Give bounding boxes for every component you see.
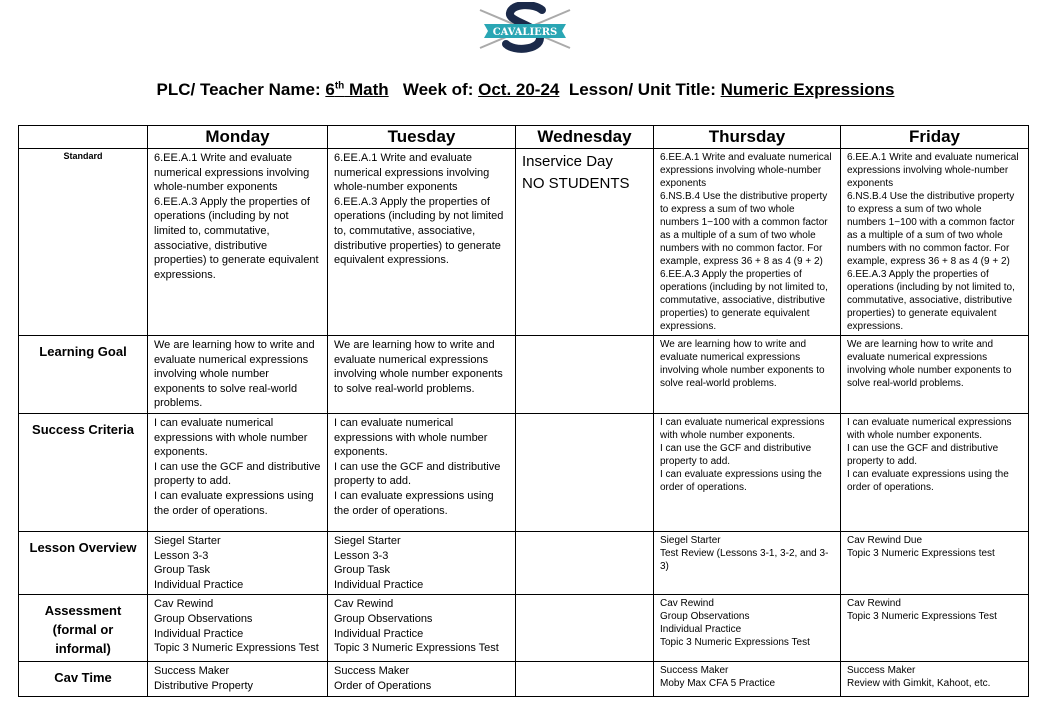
cell-line: Siegel Starter	[154, 534, 221, 547]
plc-label: PLC/ Teacher Name:	[156, 80, 321, 99]
cell-friday	[841, 531, 1029, 594]
cell-line: NO STUDENTS	[522, 175, 630, 192]
cell-friday	[841, 149, 1029, 336]
cell-wednesday	[516, 413, 654, 531]
cell-line: Group Task	[154, 564, 211, 577]
cell-line: Group Task	[334, 564, 391, 577]
cell-thursday	[654, 149, 841, 336]
cell-line: Success Maker	[334, 665, 410, 678]
row-label: Learning Goal	[19, 336, 148, 414]
cell-line: I can use the GCF and distributive property to add.	[847, 442, 999, 467]
week-value: Oct. 20-24	[478, 80, 560, 99]
cell-line: Lesson 3-3	[154, 549, 209, 562]
day-header-wednesday: Wednesday	[516, 126, 654, 149]
cell-line: Group Observations	[660, 611, 750, 623]
row-lesson	[19, 531, 1029, 594]
cell-line: 6.EE.A.1 Write and evaluate numerical expressions involving whole-number exponents	[334, 152, 490, 194]
day-header-friday: Friday	[841, 126, 1029, 149]
cell-line: Siegel Starter	[334, 534, 401, 547]
row-learning	[19, 336, 1029, 414]
lesson-plan-table	[18, 125, 1029, 697]
cell-tuesday	[328, 149, 516, 336]
cell-line: I can evaluate expressions using the order of operations.	[334, 489, 494, 517]
cell-line: We are learning how to write and evaluate numerical expressions involving whole number exponents to solve real-world problems.	[660, 339, 825, 389]
cell-line: Topic 3 Numeric Expressions Test	[154, 642, 319, 655]
cell-line: I can evaluate numerical expressions with whole number exponents.	[154, 416, 308, 459]
cell-line: Topic 3 Numeric Expressions Test	[660, 637, 810, 649]
cell-line: Cav Rewind Due	[847, 534, 923, 546]
cell-line: 6.NS.B.4 Use the distributive property to express a sum of two whole numbers 1−100 with a common factor as a multiple of a sum of two whole numbers with no common factor. For example, express 36 + 8 as 4 (9 + 2)	[660, 191, 828, 267]
cell-line: Cav Rewind	[154, 598, 214, 611]
cell-line: Cav Rewind	[334, 598, 394, 611]
cell-tuesday	[328, 662, 516, 696]
cell-wednesday	[516, 336, 654, 414]
corner-cell	[19, 126, 148, 149]
cell-line: Individual Practice	[154, 627, 244, 640]
cell-line: I can evaluate numerical expressions with whole number exponents.	[847, 416, 1012, 441]
day-header-thursday: Thursday	[654, 126, 841, 149]
cell-monday	[148, 336, 328, 414]
cell-line: I can evaluate numerical expressions with whole number exponents.	[660, 416, 825, 441]
cell-line: We are learning how to write and evaluate numerical expressions involving whole number exponents to solve real-world problems.	[334, 339, 503, 395]
cell-thursday	[654, 531, 841, 594]
cell-line: We are learning how to write and evaluate numerical expressions involving whole number exponents to solve real-world problems.	[154, 339, 315, 410]
cell-line: 6.EE.A.3 Apply the properties of operations (including by not limited to, commutative, associative, distributive properties) to generate equivalent expressions.	[334, 195, 504, 267]
cell-line: I can use the GCF and distributive property to add.	[154, 460, 321, 488]
cell-monday	[148, 595, 328, 662]
cell-line: I can evaluate expressions using the order of operations.	[660, 468, 822, 493]
cell-line: 6.EE.A.1 Write and evaluate numerical expressions involving whole-number exponents	[847, 152, 1019, 189]
teacher-subject: Math	[344, 80, 389, 99]
cell-monday	[148, 149, 328, 336]
cell-line: Success Maker	[154, 665, 230, 678]
week-label: Week of:	[402, 80, 474, 99]
cell-monday	[148, 413, 328, 531]
day-header-monday: Monday	[148, 126, 328, 149]
cell-line: I can use the GCF and distributive property to add.	[334, 460, 501, 488]
teacher-grade: 6	[325, 80, 335, 99]
cell-line: 6.EE.A.1 Write and evaluate numerical expressions involving whole-number exponents	[154, 152, 310, 194]
svg-text:CAVALIERS: CAVALIERS	[492, 27, 558, 38]
cell-line: I can evaluate expressions using the order of operations.	[847, 468, 1009, 493]
cell-friday	[841, 595, 1029, 662]
cell-line: Inservice Day	[522, 153, 613, 170]
cell-line: I can use the GCF and distributive property to add.	[660, 442, 812, 467]
cell-line: I can evaluate numerical expressions with whole number exponents.	[334, 416, 488, 459]
row-success	[19, 413, 1029, 531]
cell-thursday	[654, 662, 841, 696]
cell-line: 6.EE.A.3 Apply the properties of operations (including by not limited to, commutative, associative, distributive properties) to generate equivalent expressions.	[847, 269, 1015, 332]
cell-line: Test Review (Lessons 3-1, 3-2, and 3-3)	[660, 547, 829, 572]
cell-line: Cav Rewind	[847, 598, 901, 610]
cell-line: Group Observations	[334, 612, 433, 625]
cell-line: Lesson 3-3	[334, 549, 389, 562]
page-title	[0, 80, 1051, 100]
cell-friday	[841, 413, 1029, 531]
cell-tuesday	[328, 413, 516, 531]
cell-wednesday	[516, 595, 654, 662]
cell-line: Individual Practice	[334, 627, 424, 640]
cell-line: Order of Operations	[334, 679, 432, 692]
cell-friday	[841, 662, 1029, 696]
row-assessment	[19, 595, 1029, 662]
cell-thursday	[654, 595, 841, 662]
cavaliers-logo	[470, 2, 580, 54]
cell-line: Success Maker	[847, 665, 916, 677]
row-label: Assessment (formal or informal)	[19, 595, 148, 662]
cell-wednesday	[516, 149, 654, 336]
cell-line: Individual Practice	[154, 578, 244, 591]
teacher-name	[325, 80, 388, 99]
cell-line: Group Observations	[154, 612, 253, 625]
cell-line: Topic 3 Numeric Expressions Test	[334, 642, 499, 655]
row-label: Standard	[19, 149, 148, 336]
cell-line: I can evaluate expressions using the order of operations.	[154, 489, 314, 517]
cell-tuesday	[328, 595, 516, 662]
cell-line: 6.EE.A.3 Apply the properties of operations (including by not limited to, commutative, associative, distributive properties) to generate equivalent expressions.	[154, 195, 319, 281]
unit-title: Numeric Expressions	[720, 80, 895, 99]
cell-line: Moby Max CFA 5 Practice	[660, 678, 776, 690]
cell-line: Individual Practice	[334, 578, 424, 591]
cell-wednesday	[516, 662, 654, 696]
cell-line: 6.NS.B.4 Use the distributive property to express a sum of two whole numbers 1−100 with a common factor as a multiple of a sum of two whole numbers with no common factor. For example, express 36 + 8 as 4 (9 + 2)	[847, 191, 1015, 267]
cell-line: Review with Gimkit, Kahoot, etc.	[847, 678, 991, 690]
cell-tuesday	[328, 336, 516, 414]
cell-line: Distributive Property	[154, 679, 254, 692]
unit-label: Lesson/ Unit Title:	[568, 80, 716, 99]
cell-tuesday	[328, 531, 516, 594]
cell-line: Topic 3 Numeric Expressions Test	[847, 611, 997, 623]
row-label: Success Criteria	[19, 413, 148, 531]
cell-thursday	[654, 413, 841, 531]
cell-friday	[841, 336, 1029, 414]
teacher-grade-suffix: th	[334, 80, 345, 92]
cell-line: 6.EE.A.3 Apply the properties of operations (including by not limited to, commutative, associative, distributive properties) to generate equivalent expressions.	[660, 269, 828, 332]
cell-wednesday	[516, 531, 654, 594]
cell-line: 6.EE.A.1 Write and evaluate numerical expressions involving whole-number exponents	[660, 152, 832, 189]
day-header-tuesday: Tuesday	[328, 126, 516, 149]
cell-line: We are learning how to write and evaluate numerical expressions involving whole number exponents to solve real-world problems.	[847, 339, 1012, 389]
cell-thursday	[654, 336, 841, 414]
cell-line: Siegel Starter	[660, 534, 721, 546]
cell-line: Cav Rewind	[660, 598, 714, 610]
row-label: Lesson Overview	[19, 531, 148, 594]
row-label: Cav Time	[19, 662, 148, 696]
cell-monday	[148, 662, 328, 696]
row-standard	[19, 149, 1029, 336]
cell-monday	[148, 531, 328, 594]
cell-line: Topic 3 Numeric Expressions test	[847, 547, 995, 559]
cell-line: Success Maker	[660, 665, 729, 677]
cell-line: Individual Practice	[660, 624, 742, 636]
row-cav	[19, 662, 1029, 696]
